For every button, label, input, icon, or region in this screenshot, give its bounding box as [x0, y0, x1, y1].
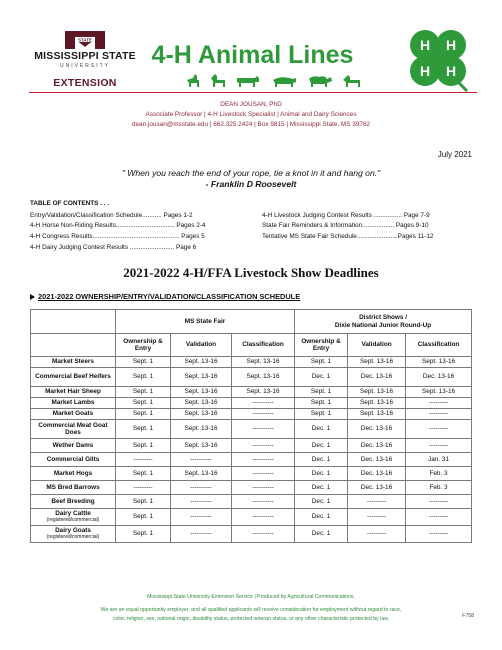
row-label-text: Market Steers [52, 358, 94, 366]
table-cell: Sept. 13-16 [171, 398, 232, 409]
table-cell: Dec. 13-16 [348, 453, 406, 467]
toc-item-tentative: Tentative MS State Fair Schedule.......................Pages 11-12 [262, 233, 434, 240]
table-cell: Sept. 13-16 [232, 368, 295, 387]
table-cell: Sept. 13-16 [232, 357, 295, 368]
table-cell: ---------- [232, 495, 295, 509]
table-cell: Sept. 1 [116, 420, 171, 439]
row-label-sub: (registered/commercial) [46, 533, 100, 540]
svg-text:H: H [419, 37, 431, 53]
table-cell: ---------- [232, 509, 295, 526]
table-row [31, 398, 472, 409]
table-cell: --------- [406, 398, 472, 409]
table-row [31, 357, 472, 368]
table-cell: Sept. 1 [116, 467, 171, 481]
svg-text:H: H [445, 63, 457, 79]
table-cell: ---------- [232, 409, 295, 420]
table-cell: ---------- [232, 398, 295, 409]
table-row [31, 420, 472, 439]
table-cell: --------- [406, 526, 472, 543]
issue-date: July 2021 [437, 150, 472, 159]
table-cell: Sept. 1 [116, 439, 171, 453]
table-cell: Dec. 1 [295, 509, 348, 526]
table-cell: --------- [348, 526, 406, 543]
row-label [31, 357, 116, 368]
table-cell: --------- [116, 481, 171, 495]
toc-item-livestock: 4-H Livestock Judging Contest Results ................ Page 7-9 [262, 212, 430, 219]
row-label [31, 509, 116, 526]
table-row [31, 368, 472, 387]
table-cell: Sept. 1 [116, 398, 171, 409]
table-cell: Dec. 13-16 [406, 368, 472, 387]
group-header-district-line2: Dixie National Junior Round-Up [334, 321, 432, 329]
table-cell: Dec. 1 [295, 439, 348, 453]
4h-clover-logo-icon [403, 23, 473, 93]
row-label-text: Dairy Goats [55, 527, 91, 535]
column-header: Validation [348, 334, 406, 357]
table-cell: Feb. 3 [406, 481, 472, 495]
table-cell: Sept. 1 [295, 398, 348, 409]
table-cell: ---------- [232, 526, 295, 543]
toc-heading: TABLE OF CONTENTS . . . [30, 200, 110, 207]
table-cell: ---------- [171, 526, 232, 543]
footer-eeo-line1: We are an equal opportunity employer, and all qualified applicants will receive consideration for employment without regard to race, [100, 607, 402, 613]
table-cell: Dec. 13-16 [348, 420, 406, 439]
table-cell: Dec. 1 [295, 526, 348, 543]
row-label [31, 495, 116, 509]
group-header-district [295, 310, 472, 334]
logo-university-word: UNIVERSITY [59, 63, 110, 69]
table-cell: ---------- [232, 453, 295, 467]
header-divider [29, 92, 477, 93]
row-label [31, 526, 116, 543]
column-header: Ownership & Entry [295, 334, 348, 357]
row-label-sub: (registered/commercial) [46, 516, 100, 523]
logo-university-name: MISSISSIPPI STATE [34, 50, 136, 62]
row-label-text: Market Hair Sheep [45, 388, 101, 396]
table-cell: ---------- [232, 481, 295, 495]
table-row [31, 481, 472, 495]
toc-item-schedule: Entry/Validation/Classification Schedule........... Pages 1-2 [30, 212, 193, 219]
column-header: Ownership & Entry [116, 334, 171, 357]
schedule-table [30, 309, 472, 543]
table-cell: Sept. 13-16 [406, 357, 472, 368]
table-cell: Sept. 1 [116, 495, 171, 509]
table-cell: Sept. 13-16 [171, 420, 232, 439]
table-cell: Sept. 1 [116, 357, 171, 368]
table-row [31, 467, 472, 481]
column-header: Classification [232, 334, 295, 357]
table-cell: ---------- [232, 467, 295, 481]
svg-text:H: H [419, 63, 431, 79]
table-cell: --------- [406, 420, 472, 439]
quote-author: - Franklin D Roosevelt [205, 179, 297, 189]
toc-item-congress: 4-H Congress Results................................................. Pages 5 [30, 233, 205, 240]
table-cell: Sept. 13-16 [232, 387, 295, 398]
table-row [31, 439, 472, 453]
row-label-text: Wether Dams [52, 441, 94, 449]
table-cell: Sept. 13-16 [171, 439, 232, 453]
row-label-text: Commercial Beef Heifers [35, 373, 111, 381]
row-label [31, 368, 116, 387]
table-blank-cell [31, 334, 116, 357]
row-label-text: Dairy Cattle [55, 510, 91, 518]
table-cell: Sept. 13-16 [171, 467, 232, 481]
table-cell: Sept. 1 [295, 387, 348, 398]
table-cell: Dec. 1 [295, 481, 348, 495]
table-cell: --------- [116, 453, 171, 467]
table-cell: ---------- [232, 420, 295, 439]
table-cell: Sept. 1 [116, 526, 171, 543]
table-row [31, 453, 472, 467]
toc-item-horse: 4-H Horse Non-Riding Results................................. Pages 2-4 [30, 222, 206, 229]
table-cell: Sept. 13-16 [171, 387, 232, 398]
footer-eeo-line2: color, religion, sex, national origin, disability status, protected veteran status, or any other characteristic protected by law. [112, 616, 390, 622]
row-label [31, 420, 116, 439]
row-label [31, 409, 116, 420]
table-cell: ---------- [171, 453, 232, 467]
svg-text:STATE: STATE [78, 37, 92, 43]
row-label [31, 481, 116, 495]
table-cell: Dec. 1 [295, 368, 348, 387]
row-label-text: MS Bred Barrows [46, 483, 100, 491]
toc-item-dairy: 4-H Dairy Judging Contest Results ......................... Page 6 [30, 244, 197, 251]
table-cell: Sept. 1 [295, 409, 348, 420]
row-label-text: Market Hogs [53, 469, 93, 477]
table-cell: Dec. 13-16 [348, 481, 406, 495]
group-header-state-fair: MS State Fair [116, 310, 295, 334]
row-label [31, 387, 116, 398]
table-cell: Sept. 13-16 [348, 387, 406, 398]
table-cell: --------- [406, 409, 472, 420]
publication-code: F758 [462, 613, 474, 619]
page-title: 4-H Animal Lines [151, 41, 354, 69]
toc-item-state-fair: State Fair Reminders & Information.................. Pages 9-10 [262, 222, 429, 229]
table-corner-cell [31, 310, 116, 334]
contact-name: DEAN JOUSAN, PhD [220, 101, 282, 108]
table-cell: Sept. 13-16 [171, 357, 232, 368]
bullet-triangle-icon [30, 294, 35, 300]
table-cell: ---------- [171, 495, 232, 509]
table-row [31, 387, 472, 398]
row-label-text: Commercial Gilts [46, 455, 100, 463]
row-label [31, 398, 116, 409]
table-cell: Dec. 1 [295, 420, 348, 439]
column-header: Validation [171, 334, 232, 357]
table-row [31, 495, 472, 509]
table-cell: --------- [348, 509, 406, 526]
logo-extension: EXTENSION [53, 77, 117, 89]
table-row [31, 526, 472, 543]
row-label [31, 467, 116, 481]
table-cell: Sept. 13-16 [171, 368, 232, 387]
row-label-text: Beef Breeding [51, 497, 95, 505]
table-cell: Sept. 1 [116, 509, 171, 526]
table-cell: ---------- [171, 481, 232, 495]
table-cell: Jan. 31 [406, 453, 472, 467]
footer-credit: Mississippi State University Extension Service | Produced by Agricultural Communications. [147, 594, 355, 600]
table-cell: Dec. 1 [295, 495, 348, 509]
table-cell: Dec. 13-16 [348, 467, 406, 481]
schedule-subtitle: 2021-2022 OWNERSHIP/ENTRY/VALIDATION/CLASSIFICATION SCHEDULE [38, 292, 301, 301]
table-cell: --------- [406, 439, 472, 453]
row-label [31, 453, 116, 467]
table-cell: Sept. 13-16 [348, 409, 406, 420]
table-row [31, 409, 472, 420]
table-cell: --------- [406, 495, 472, 509]
table-cell: --------- [406, 509, 472, 526]
row-label [31, 439, 116, 453]
row-label-text: Market Lambs [51, 399, 95, 407]
table-cell: Sept. 1 [116, 409, 171, 420]
table-cell: Dec. 13-16 [348, 439, 406, 453]
table-cell: Dec. 1 [295, 453, 348, 467]
contact-info: dean.jousan@msstate.edu | 662.325.2424 | Box 9815 | Mississippi State, MS 39762 [131, 121, 371, 128]
table-row [31, 509, 472, 526]
schedule-table-body [31, 357, 472, 543]
table-cell: Dec. 13-16 [348, 368, 406, 387]
quote-text: " When you reach the end of your rope, tie a knot in it and hang on." [121, 168, 381, 178]
row-label-text: Market Goats [52, 410, 94, 418]
table-cell: ---------- [171, 509, 232, 526]
row-label-text: Commercial Meat Goat Does [38, 421, 108, 436]
table-cell: Sept. 1 [116, 368, 171, 387]
table-cell: Sept. 1 [116, 387, 171, 398]
contact-position: Associate Professor | 4-H Livestock Specialist | Animal and Dairy Sciences [145, 111, 357, 118]
svg-text:H: H [445, 37, 457, 53]
table-cell: Sept. 13-16 [348, 357, 406, 368]
table-cell: Sept. 13-16 [406, 387, 472, 398]
table-cell: Dec. 1 [295, 467, 348, 481]
table-cell: Sept. 1 [295, 357, 348, 368]
column-header: Classification [406, 334, 472, 357]
table-cell: --------- [348, 495, 406, 509]
group-header-district-line1: District Shows / [359, 314, 408, 322]
section-title: 2021-2022 4-H/FFA Livestock Show Deadlines [123, 265, 379, 280]
table-cell: ---------- [232, 439, 295, 453]
table-cell: Sept. 13-16 [171, 409, 232, 420]
msu-logo-mark [63, 29, 107, 51]
animal-silhouettes-icon [185, 72, 365, 90]
table-cell: Feb. 3 [406, 467, 472, 481]
table-cell: Sept. 13-16 [348, 398, 406, 409]
